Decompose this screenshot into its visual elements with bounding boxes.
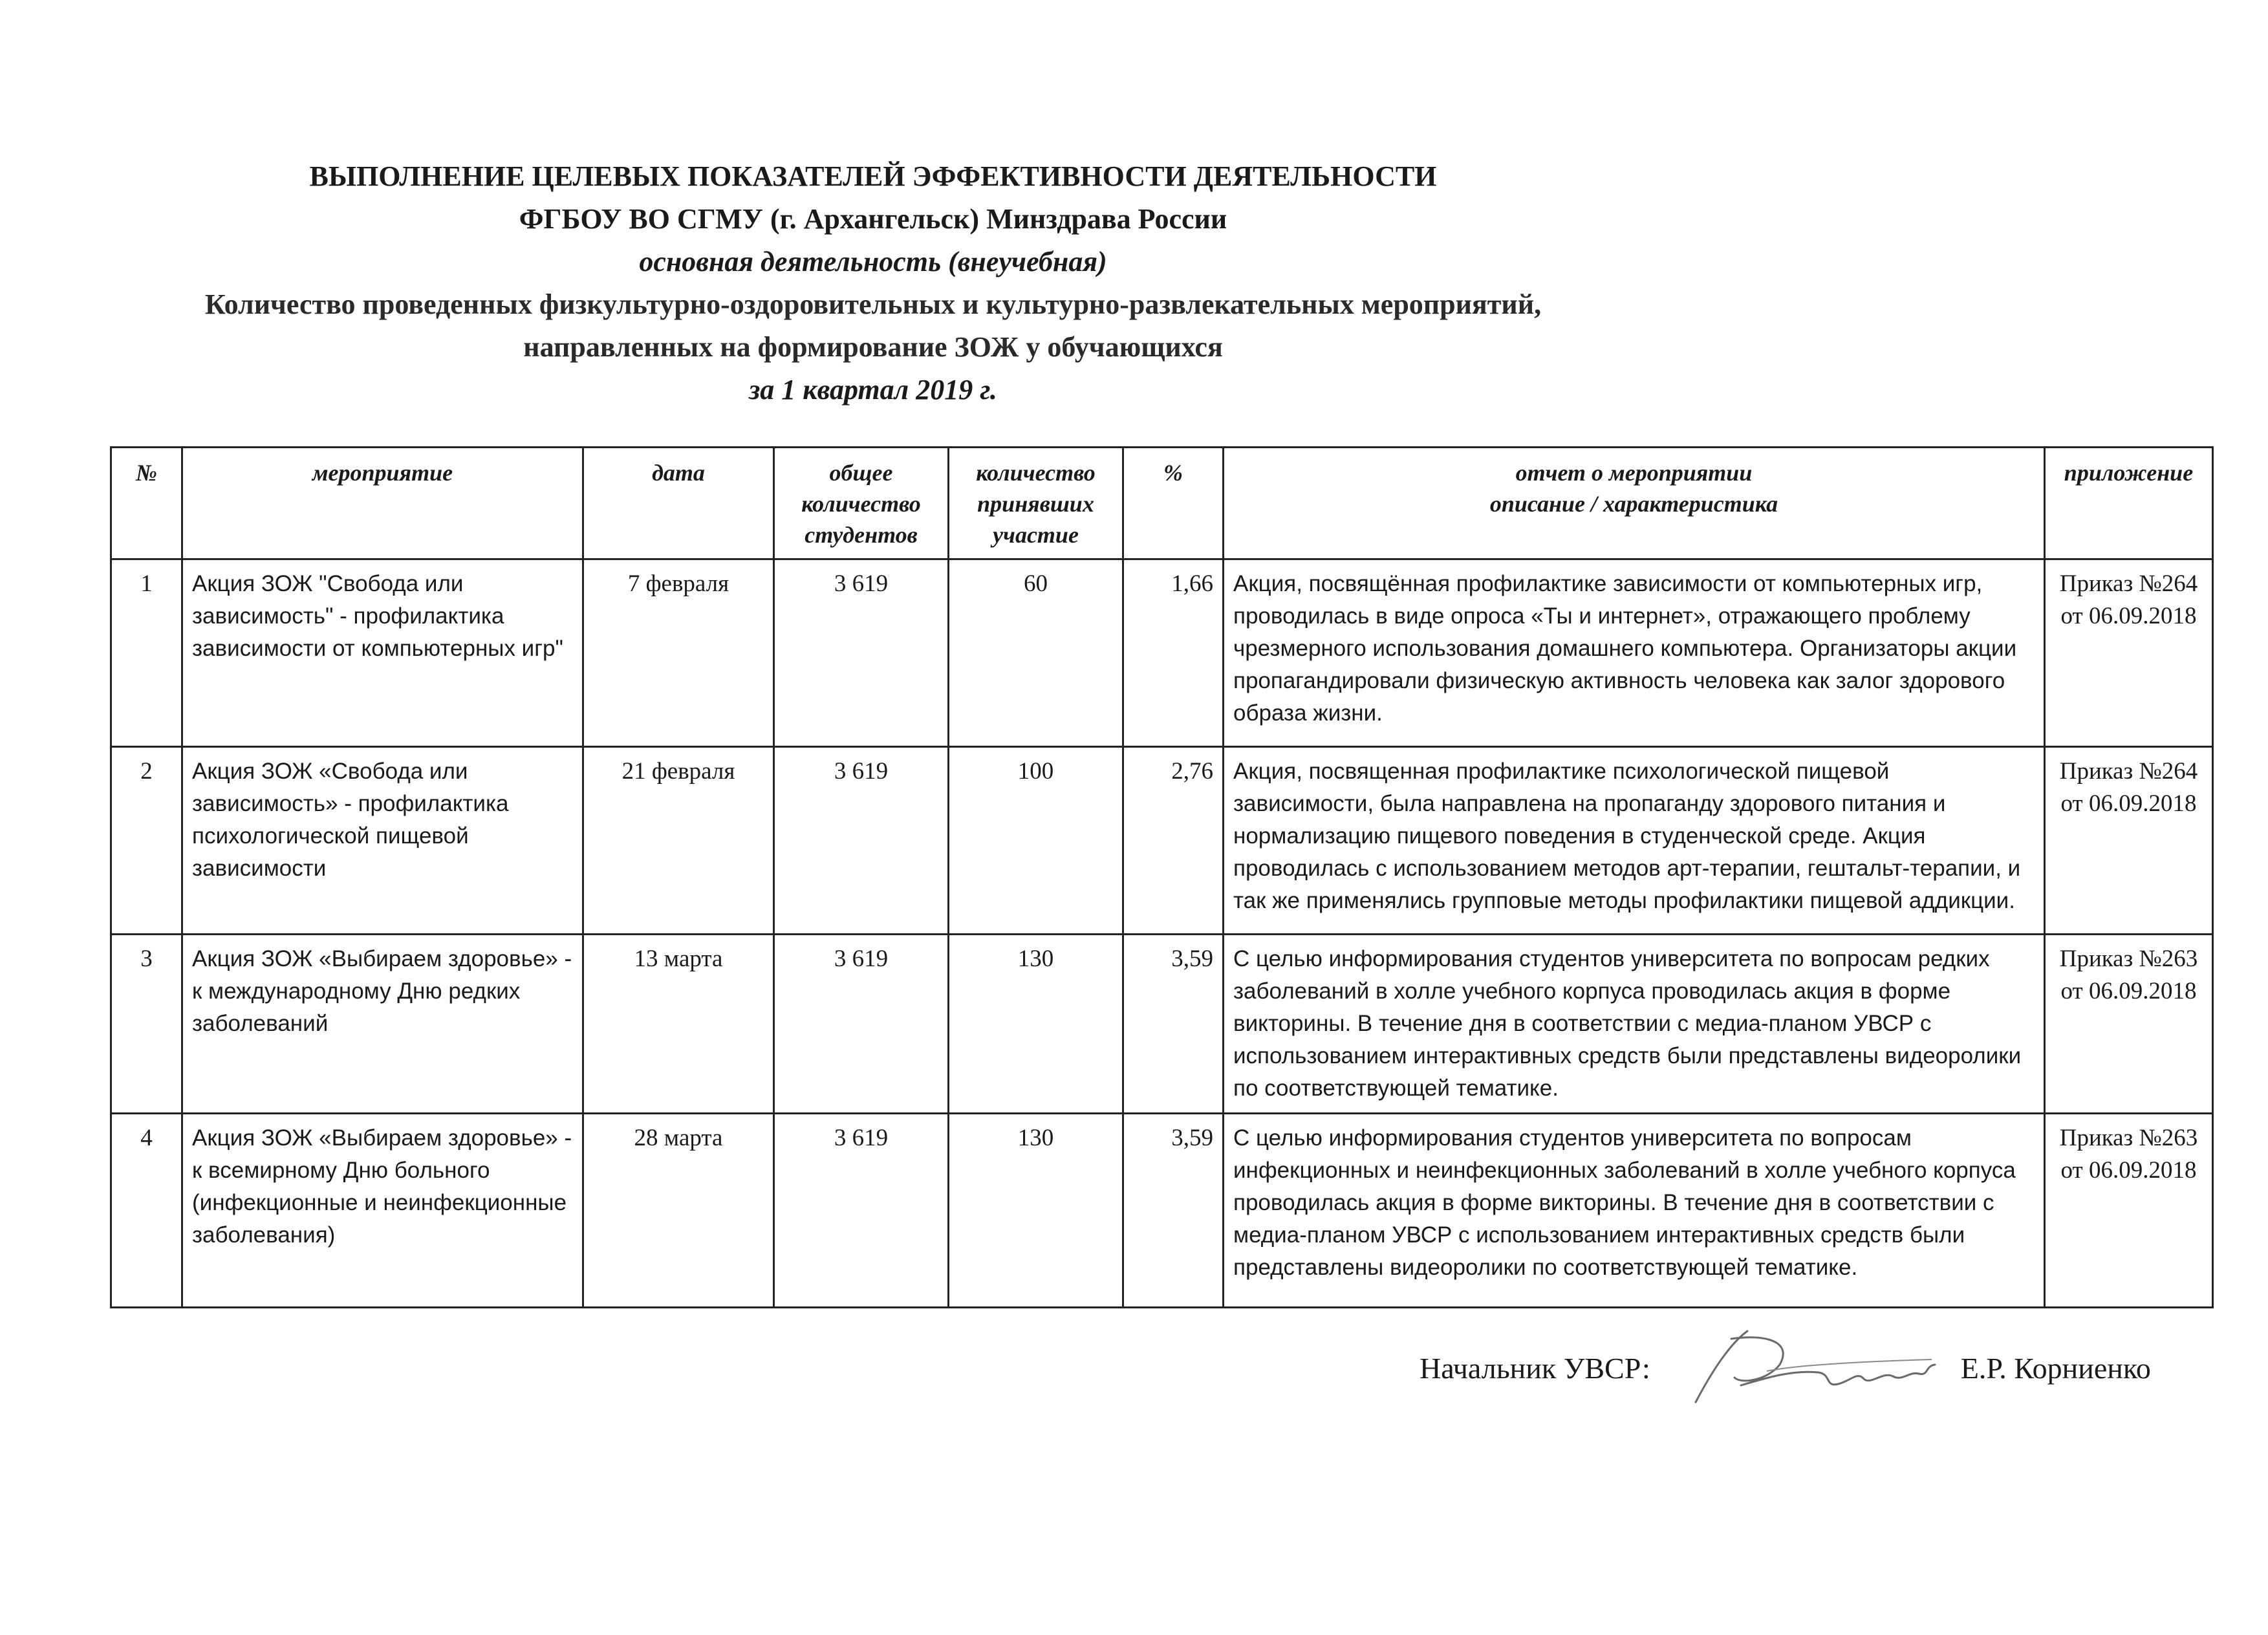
cell-num: 2 (111, 747, 182, 935)
cell-num: 4 (111, 1114, 182, 1308)
title-line-5: направленных на формирование ЗОЖ у обучающихся (523, 331, 1223, 363)
cell-date: 13 марта (583, 935, 774, 1114)
col-header-participants: количество принявших участие (949, 448, 1123, 559)
cell-report: Акция, посвященная профилактике психологической пищевой зависимости, была направлена на пропаганду здорового питания и нормализацию пищевого поведения в студенческой среде. Акция проводилась с использованием методов арт-терапии, гештальт-терапии, и так же применялись групповые методы профилактики пищевой аддикции. (1224, 747, 2045, 935)
title-line-3: основная деятельность (внеучебная) (639, 246, 1107, 277)
cell-attachment: Приказ №264 от 06.09.2018 (2045, 559, 2213, 747)
cell-total: 3 619 (774, 1114, 949, 1308)
cell-total: 3 619 (774, 935, 949, 1114)
signature-name: Е.Р. Корниенко (1960, 1351, 2151, 1385)
col-header-percent: % (1123, 448, 1224, 559)
table-row (111, 559, 2213, 747)
cell-event: Акция ЗОЖ «Выбираем здоровье» - к международному Дню редких заболеваний (182, 935, 583, 1114)
cell-total: 3 619 (774, 559, 949, 747)
table-row (111, 935, 2213, 1114)
cell-participants: 130 (949, 1114, 1123, 1308)
cell-event: Акция ЗОЖ «Выбираем здоровье» - к всемирному Дню больного (инфекционные и неинфекционные заболевания) (182, 1114, 583, 1308)
title-line-1: ВЫПОЛНЕНИЕ ЦЕЛЕВЫХ ПОКАЗАТЕЛЕЙ ЭФФЕКТИВНОСТИ ДЕЯТЕЛЬНОСТИ (309, 160, 1437, 192)
cell-participants: 130 (949, 935, 1123, 1114)
table-header-row (111, 448, 2213, 559)
handwritten-signature (1670, 1326, 1941, 1410)
cell-attachment: Приказ №263 от 06.09.2018 (2045, 935, 2213, 1114)
col-header-report: отчет о мероприятии описание / характеристика (1224, 448, 2045, 559)
col-header-total: общее количество студентов (774, 448, 949, 559)
title-line-6: за 1 квартал 2019 г. (749, 374, 997, 406)
cell-percent: 2,76 (1123, 747, 1224, 935)
cell-report: С целью информирования студентов университета по вопросам редких заболеваний в холле учебного корпуса проводилась акция в форме викторины. В течение дня в соответствии с медиа-планом УВСР с использованием интерактивных средств были представлены видеоролики по соответствующей тематике. (1224, 935, 2045, 1114)
cell-date: 28 марта (583, 1114, 774, 1308)
cell-event: Акция ЗОЖ "Свобода или зависимость" - профилактика зависимости от компьютерных игр" (182, 559, 583, 747)
cell-percent: 3,59 (1123, 1114, 1224, 1308)
cell-num: 3 (111, 935, 182, 1114)
signature-block (1420, 1326, 2151, 1410)
cell-event: Акция ЗОЖ «Свобода или зависимость» - профилактика психологической пищевой зависимости (182, 747, 583, 935)
signature-title: Начальник УВСР: (1420, 1351, 1650, 1385)
col-header-num: № (111, 448, 182, 559)
table-row (111, 747, 2213, 935)
col-header-event: мероприятие (182, 448, 583, 559)
title-line-2: ФГБОУ ВО СГМУ (г. Архангельск) Минздрава России (519, 203, 1227, 235)
cell-report: С целью информирования студентов университета по вопросам инфекционных и неинфекционных заболеваний в холле учебного корпуса проводилась акция в форме викторины. В течение дня в соответствии с медиа-планом УВСР с использованием интерактивных средств были представлены видеоролики по соответствующей тематике. (1224, 1114, 2045, 1308)
document-header (0, 155, 1746, 411)
cell-report: Акция, посвящённая профилактике зависимости от компьютерных игр, проводилась в виде опроса «Ты и интернет», отражающего проблему чрезмерного использования домашнего компьютера. Организаторы акции пропагандировали физическую активность человека как залог здорового образа жизни. (1224, 559, 2045, 747)
cell-num: 1 (111, 559, 182, 747)
title-line-4: Количество проведенных физкультурно-оздоровительных и культурно-развлекательных мероприятий, (204, 288, 1542, 320)
cell-percent: 1,66 (1123, 559, 1224, 747)
cell-date: 21 февраля (583, 747, 774, 935)
cell-participants: 100 (949, 747, 1123, 935)
cell-attachment: Приказ №263 от 06.09.2018 (2045, 1114, 2213, 1308)
cell-total: 3 619 (774, 747, 949, 935)
cell-attachment: Приказ №264 от 06.09.2018 (2045, 747, 2213, 935)
col-header-date: дата (583, 448, 774, 559)
cell-participants: 60 (949, 559, 1123, 747)
cell-date: 7 февраля (583, 559, 774, 747)
report-table (110, 446, 2214, 1308)
table-row (111, 1114, 2213, 1308)
cell-percent: 3,59 (1123, 935, 1224, 1114)
col-header-attachment: приложение (2045, 448, 2213, 559)
